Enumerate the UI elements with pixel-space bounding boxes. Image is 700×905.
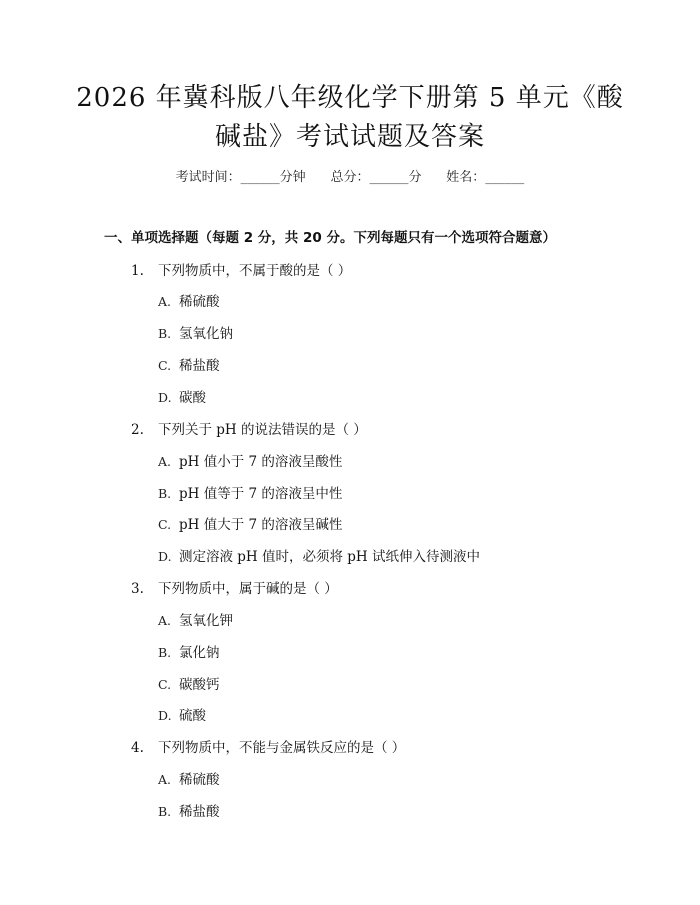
question-text: 下列物质中，不属于酸的是（ ）	[158, 263, 352, 279]
option-text: 氯化钠	[179, 645, 220, 661]
option-letter: C.	[158, 358, 172, 373]
option-text: pH 值大于 7 的溶液呈碱性	[179, 517, 343, 533]
option-letter: B.	[158, 326, 172, 341]
option-text: 碳酸钙	[179, 677, 220, 693]
option-text: 碳酸	[179, 390, 206, 406]
option-text: 稀硫酸	[179, 772, 220, 788]
option-letter: A.	[158, 294, 172, 309]
exam-title-line-2: 碱盐》考试试题及答案	[214, 122, 485, 152]
option-text: 硫酸	[179, 708, 206, 724]
exam-info-line	[0, 168, 700, 188]
question-number: 1.	[131, 263, 144, 279]
option-text: pH 值小于 7 的溶液呈酸性	[179, 454, 343, 470]
option-text: 氢氧化钠	[179, 326, 233, 342]
option-letter: C.	[158, 677, 172, 692]
option-letter: C.	[158, 517, 172, 532]
option-text: 稀盐酸	[179, 804, 220, 820]
option-letter: B.	[158, 645, 172, 660]
section-heading: 一、单项选择题（每题 2 分，共 20 分。下列每题只有一个选项符合题意）	[104, 230, 556, 246]
option-text: 氢氧化钾	[179, 613, 233, 629]
option-letter: D.	[158, 390, 172, 405]
option-letter: D.	[158, 708, 172, 723]
exam-time-field: 考试时间：______分钟	[175, 170, 306, 185]
option-text: pH 值等于 7 的溶液呈中性	[179, 486, 343, 502]
option-letter: B.	[158, 486, 172, 501]
question-number: 3.	[131, 581, 144, 597]
option-letter: D.	[158, 549, 172, 564]
question-number: 2.	[131, 422, 144, 438]
question-text: 下列物质中，不能与金属铁反应的是（ ）	[158, 740, 406, 756]
option-letter: A.	[158, 454, 172, 469]
option-text: 稀盐酸	[179, 358, 220, 374]
student-name-field: 姓名：______	[446, 170, 525, 185]
option-letter: A.	[158, 772, 172, 787]
exam-title-line-1: 2026 年冀科版八年级化学下册第 5 单元《酸	[76, 83, 624, 113]
question-text: 下列关于 pH 的说法错误的是（ ）	[158, 422, 367, 438]
question-text: 下列物质中，属于碱的是（ ）	[158, 581, 338, 597]
exam-score-field: 总分：______分	[330, 170, 422, 185]
option-letter: A.	[158, 613, 172, 628]
question-number: 4.	[131, 740, 144, 756]
option-text: 测定溶液 pH 值时，必须将 pH 试纸伸入待测液中	[179, 549, 480, 565]
option-letter: B.	[158, 804, 172, 819]
option-text: 稀硫酸	[179, 294, 220, 310]
